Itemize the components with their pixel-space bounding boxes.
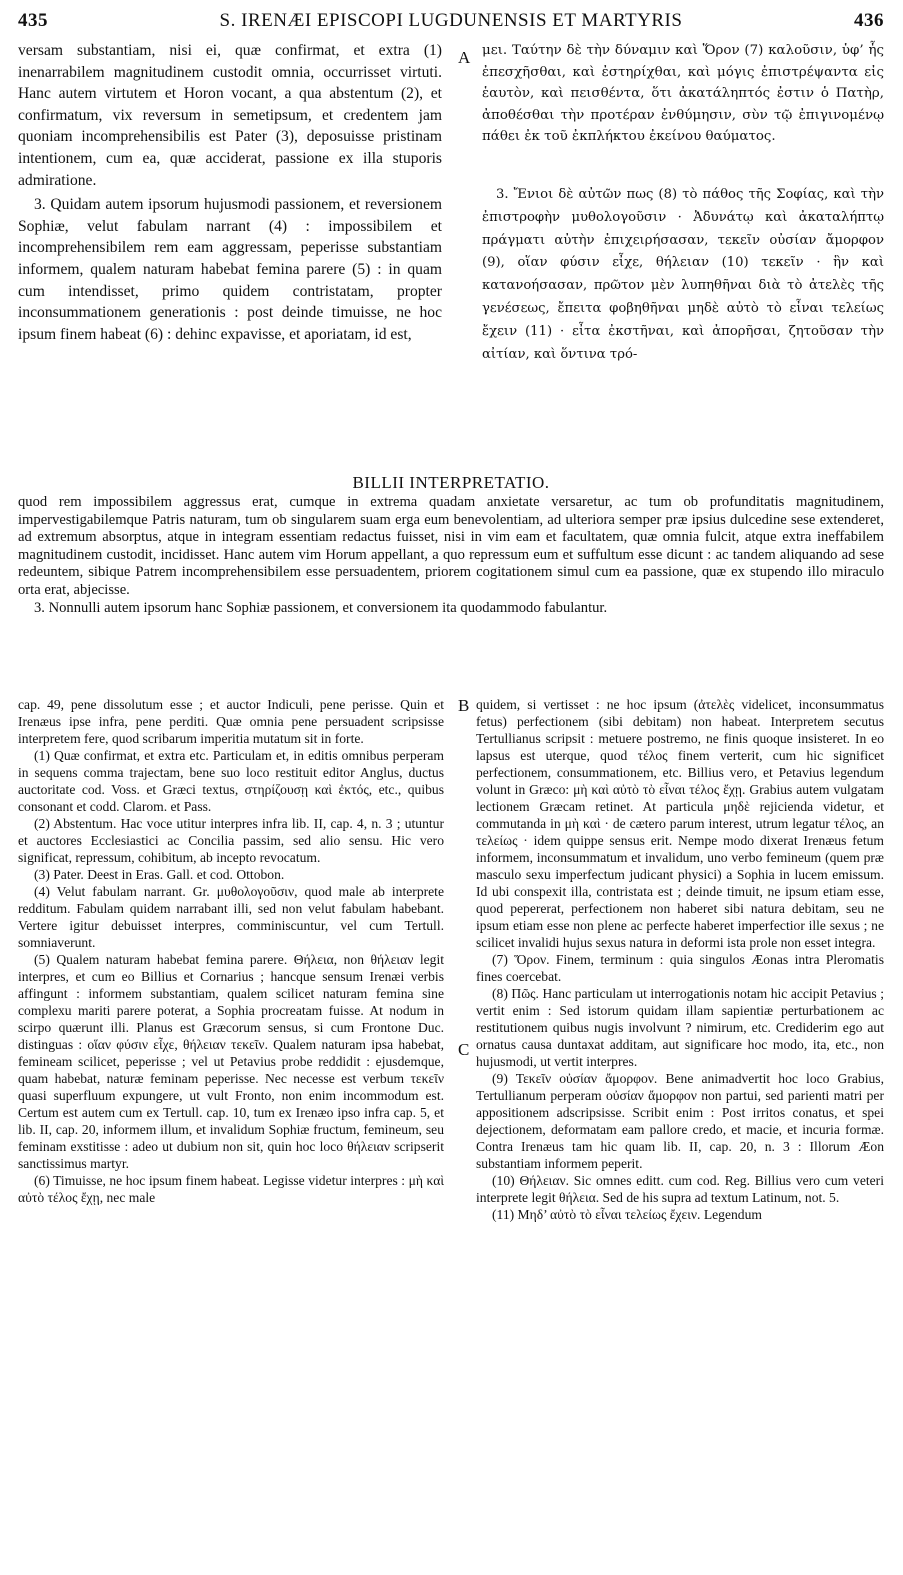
footnote: (3) Pater. Deest in Eras. Gall. et cod. Ottobon. [34, 867, 285, 882]
section-marker-b: B [458, 696, 470, 715]
page-number-left: 435 [18, 10, 48, 31]
footnote: quidem, si vertisset : ne hoc ipsum (ἀτελὲς videlicet, inconsummatus fetus) perfectionem (sibi debitam) non habeat. Interpretem secutus Tertullianus scripsit : metuere postremo, ne finis quoque insisteret. In eo lapsus est uterque, quod τέλος finem verterit, cum hic significet perfectionem, consummationem, etc. Billius vero, et Petavius legendum volunt in Græco: μὴ καὶ αὐτὸ τὸ εἶναι τέλος ἔχῃ. Grabius autem vulgatam lectionem Græcam retinet. At particula μηδὲ rejicienda videtur, et commutanda in μὴ καὶ · de cætero parum interest, utrum legatur τέλος, an τελείως · idem quippe sensus erit. Nempe modo dixerat Irenæus fetum informem, inconsummatum et invalidum, uno verbo femineum (quem præ masculo sexu imperfectum judicant physici) a Sophia in lucem emissum. Id ubi conspexit illa, contristata est ; deinde timuit, ne ipsum etiam esse, quod pepererat, perfectionem non haberet sibi natura debitam, seu ne ipsum etiam esse non plene ac perfecte haberet imperfectior ille sexus ; ne scilicet invalidi hujus sexus natura in deformi ista prole non esset integra. [476, 697, 884, 950]
footnote: (2) Abstentum. Hac voce utitur interpres infra lib. II, cap. 4, n. 3 ; utuntur et auctores Ecclesiastici ac Concilia passim, sed alio sensu. Hic vero significat, repressum, cohibitum, ab incepto revocatum. [18, 816, 444, 865]
footnote: (1) Quæ confirmat, et extra etc. Particulam et, in editis omnibus perperam in sequens comma trajectam, bene suo loco restituit editor Anglus, ductus auctoritate cod. Voss. et Græci textus, στηρίζουσῃ καὶ ἐκτός, etc., quibus consonant et codd. Clarom. et Pass. [18, 748, 444, 814]
footnote: (6) Timuisse, ne hoc ipsum finem habeat. Legisse videtur interpres : μὴ καὶ αὐτὸ τέλος ἔχῃ, nec male [18, 1173, 444, 1205]
footnote: (8) Πῶς. Hanc particulam ut interrogationis notam hic accipit Petavius ; vertit enim : Sed istorum quidam illam sapientiæ perturbationem ac restitutionem quibus nugis involvunt ? nimirum, etc. Crediderim ego aut ornatus causa duntaxat additam, aut significare hoc modo, ita, etc., non hujusmodi, ut vertit interpres. [476, 986, 884, 1069]
running-header [18, 10, 884, 36]
footnote: (10) Θήλειαν. Sic omnes editt. cum cod. Reg. Billius vero cum veteri interprete legit θήλεια. Sed de his supra ad textum Latinum, not. 5. [476, 1173, 884, 1205]
footnote: (9) Τεκεῖν οὐσίαν ἄμορφον. Bene animadvertit hoc loco Grabius, Tertullianum perperam οὐσίαν ἄμορφον non partui, sed parienti matri per appositionem adscripsisse. Scribit enim : Post irritos conatus, et spei dejectionem, deformatam eam pallore credo, et macie, et incuria formæ. Contra Irenæus tam hic quam lib. II, cap. 20, n. 3 : Illorum Æon substantiam informem peperit. [476, 1071, 884, 1171]
section-marker-c: C [458, 1040, 470, 1059]
footnote: (7) Ὅρον. Finem, terminum : quia singulos Æonas intra Pleromatis fines coercebat. [476, 952, 884, 984]
page [18, 10, 884, 1565]
footnotes-right-column [476, 696, 884, 1223]
latin-paragraph: 3. Quidam autem ipsorum hujusmodi passionem, et reversionem Sophiæ, velut fabulam narrant (4) : impossibilem et incomprehensibilem rem eam aggressam, peperisse substantiam informem, qualem naturam habebat femina parere (5) : in quam cum intendisset, primo quidem contristatam, propter inconsummationem generationis : post deinde timuisse, ne hoc ipsum finem habeat (6) : dehinc expavisse, et aporiatam, id est, [18, 196, 442, 343]
running-title: S. IRENÆI EPISCOPI LUGDUNENSIS ET MARTYRIS [219, 10, 683, 31]
greek-paragraph: μει. Ταύτην δὲ τὴν δύναμιν καὶ Ὅρον (7) καλοῦσιν, ὑφ’ ἧς ἐπεσχῆσθαι, καὶ ἐστηρίχθαι, καὶ μόγις ἐπιστρέψαντα εἰς ἑαυτὸν, καὶ πεισθέντα, ὅτι ἀκατάληπτός ἐστιν ὁ Πατὴρ, ἀποθέσθαι τὴν προτέραν ἐνθύμησιν, σὺν τῷ ἐπιγινομένῳ πάθει ἐκ τοῦ ἐκπλήκτου ἐκείνου θαύματος. [482, 43, 884, 145]
footnote: (4) Velut fabulam narrant. Gr. μυθολογοῦσιν, quod male ab interprete redditum. Fabulam quidem narrabant illi, sed non velut fabulam habebant. Vertere igitur debuisset interpres, comminiscuntur, vel cum Tertull. somniaverunt. [18, 884, 444, 950]
footnotes-left-column [18, 696, 444, 1206]
page-number-right: 436 [854, 10, 884, 31]
footnote: (11) Μηδ’ αὐτὸ τὸ εἶναι τελείως ἔχειν. Legendum [492, 1207, 762, 1222]
greek-text-column [482, 40, 884, 366]
footnote: (5) Qualem naturam habebat femina parere. Θήλεια, non θήλειαν legit interpres, et cum eo Billius et Cornarius ; hancque sensum Irenæi verbis affingunt : informem substantiam, qualem scilicet naturam femina sine complexu mariti parere poterat, a Sophia procreatam fuisse. At nodum in scirpo quærunt illi. Planus est Græcorum sensus, si cum Frontone Duc. distinguas : οἵαν φύσιν εἶχε, θήλειαν τεκεῖν. Qualem naturam ipsa habebat, femineam scilicet, peperisse ; vel ut Petavius probe reddidit : ejusdemque, quam habebat, naturæ feminam peperisse. Nec necesse est verbum τεκεῖν quasi superfluum expungere, ut vult Fronto, non enim incommodum est. Certum est autem cum ex Tertull. cap. 10, tum ex Irenæo ipso infra cap. 5, et lib. II, cap. 20, informem illum, et invalidum Sophiæ fructum, femineum, seu feminam exstitisse : adeo ut dubium non sit, quin hoc loco θήλειαν scripserit sanctissimus martyr. [18, 952, 444, 1171]
latin-paragraph: versam substantiam, nisi ei, quæ confirmat, et extra (1) inenarrabilem magnitudinem custodit omnia, occurrisset virtuti. Hanc autem virtutem et Horon vocant, a qua abstentum (2), et confirmatum, vix reversum in semetipsum, et credentem jam quoniam incomprehensibilis est Pater (3), deposuisse pristinam intentionem, cum ea, quæ acciderat, passione ex illa stuporis admiratione. [18, 42, 442, 189]
billii-heading: BILLII INTERPRETATIO. [352, 473, 550, 492]
footnote: cap. 49, pene dissolutum esse ; et auctor Indiculi, pene perisse. Quin et Irenæus ipse infra, pene perditi. Quæ omnia pene persuadent scripsisse interpretem fere, quod scribarum imperitia mutatum sit in forte. [18, 697, 444, 746]
section-marker-a: A [458, 48, 471, 67]
billii-interpretation [18, 494, 884, 617]
greek-paragraph: 3. Ἔνιοι δὲ αὐτῶν πως (8) τὸ πάθος τῆς Σοφίας, καὶ τὴν ἐπιστροφὴν μυθολογοῦσιν · Ἀδυνάτῳ καὶ ἀκαταλήπτῳ πράγματι αὐτὴν ἐπιχειρήσασαν, τεκεῖν οὐσίαν ἄμορφον (9), οἵαν φύσιν εἶχε, θήλειαν (10) τεκεῖν · ἣν καὶ κατανοήσασαν, πρῶτον μὲν λυπηθῆναι διὰ τὸ ἀτελὲς τῆς γενέσεως, ἔπειτα φοβηθῆναι μηδὲ αὐτὸ τὸ εἶναι τελείως ἔχειν (11) · εἶτα ἐκστῆναι, καὶ ἀπορῆσαι, ζητοῦσαν τὴν αἰτίαν, καὶ ὅντινα τρό- [482, 186, 884, 362]
billii-paragraph: 3. Nonnulli autem ipsorum hanc Sophiæ passionem, et conversionem ita quodammodo fabulantur. [34, 599, 608, 616]
billii-paragraph: quod rem impossibilem aggressus erat, cumque in extrema quadam anxietate versaretur, ac tum ob profunditatis magnitudinem, impervestigabilemque Patris naturam, tum ob singularem suam erga eum benevolentiam, ad ulteriora semper præ ipsius dulcedine sese extenderet, ad extremum absorptus, atque in integram essentiam redactus fuisset, nisi in vim eam et facultatem, quæ omnia fulcit, atque extra ineffabilem magnitudinem custodit, incidisset. Hanc autem vim Horum appellant, a quo repressum eum et suffultum esse dicunt : ac tandem aliquando ad sese redeuntem, sibique Patrem incomprehensibilem esse persuadentem, priorem cogitationem simul cum ea passione, quæ ex stupendo illo miraculo orta erat, abjecisse. [18, 494, 884, 598]
latin-text-column [18, 40, 442, 345]
